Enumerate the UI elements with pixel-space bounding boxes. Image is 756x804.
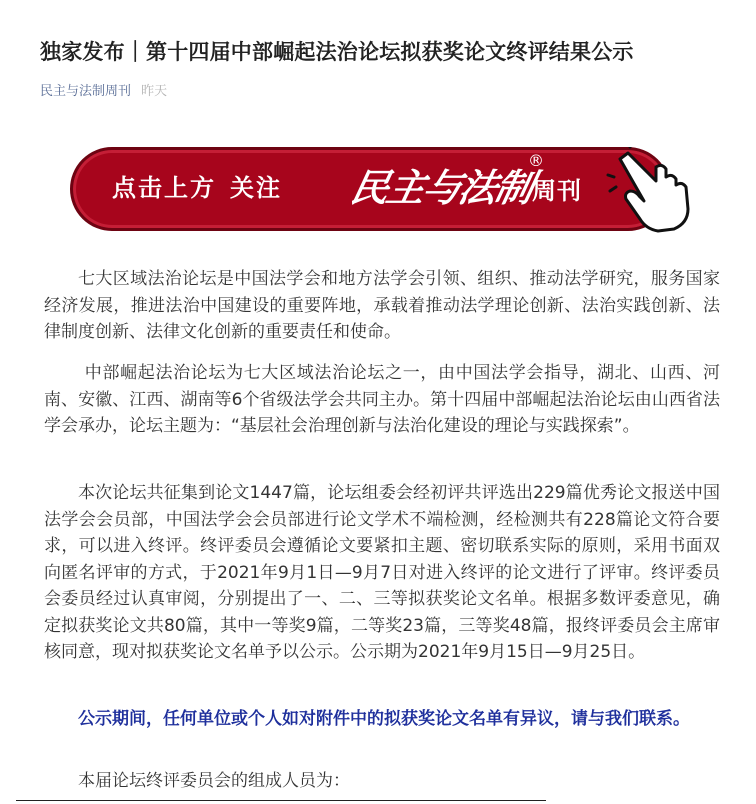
paragraph-review: 本次论坛共征集到论文1447篇，论坛组委会经初评共评选出229篇优秀论文报送中国法学会会员部，中国法学会会员部进行论文学术不端检测，经检测共有228篇论文符合要求，可以进入终评。终评委员会遵循论文要紧扣主题、密切联系实际的原则，采用书面双向匿名评审的方式，于2021年9月1日—9月7日对进入终评的论文进行了评审。终评委员会委员经过认真审阅，分别提出了一、二、三等拟获奖论文名单。根据多数评委意见，确定拟获奖论文共80篇，其中一等奖9篇，二等奖23篇，三等奖48篇，报终评委员会主席审核同意，现对拟获奖论文名单予以公示。公示期为2021年9月15日—9月25日。: [44, 483, 720, 662]
paragraph-committee: 本届论坛终评委员会的组成人员为：: [78, 771, 350, 791]
registered-mark: ®: [528, 151, 544, 170]
account-name-link[interactable]: 民主与法制周刊: [40, 84, 132, 99]
paragraph-intro: 七大区域法治论坛是中国法学会和地方法学会引领、组织、推动法学研究，服务国家经济发展，推进法治中国建设的重要阵地，承载着推动法学理论创新、法治实践创新、法律制度创新、法律文化创新的重要责任和使命。: [44, 269, 720, 342]
paragraph-forum: 中部崛起法治论坛为七大区域法治论坛之一，由中国法学会指导，湖北、山西、河南、安徽、江西、湖南等6个省级法学会共同主办。第十四届中部崛起法治论坛由山西省法学会承办，论坛主题为：“基层社会治理创新与法治化建设的理论与实践探索”。: [44, 363, 720, 436]
paragraph-notice: 公示期间，任何单位或个人如对附件中的拟获奖论文名单有异议，请与我们联系。: [78, 709, 690, 729]
publish-time: 昨天: [141, 84, 168, 99]
article-meta: [40, 82, 167, 102]
article-title: 独家发布｜第十四届中部崛起法治论坛拟获奖论文终评结果公示: [40, 40, 634, 64]
brand-logo-text: 民主与法制: [346, 165, 537, 210]
banner-caption: [112, 168, 282, 203]
banner-suffix: 周刊: [532, 177, 582, 205]
follow-banner[interactable]: [70, 141, 694, 233]
banner-prefix: 点击上方: [112, 173, 216, 202]
divider: [16, 800, 546, 801]
banner-follow: 关注: [230, 173, 282, 202]
hand-pointer-icon: [606, 147, 698, 233]
